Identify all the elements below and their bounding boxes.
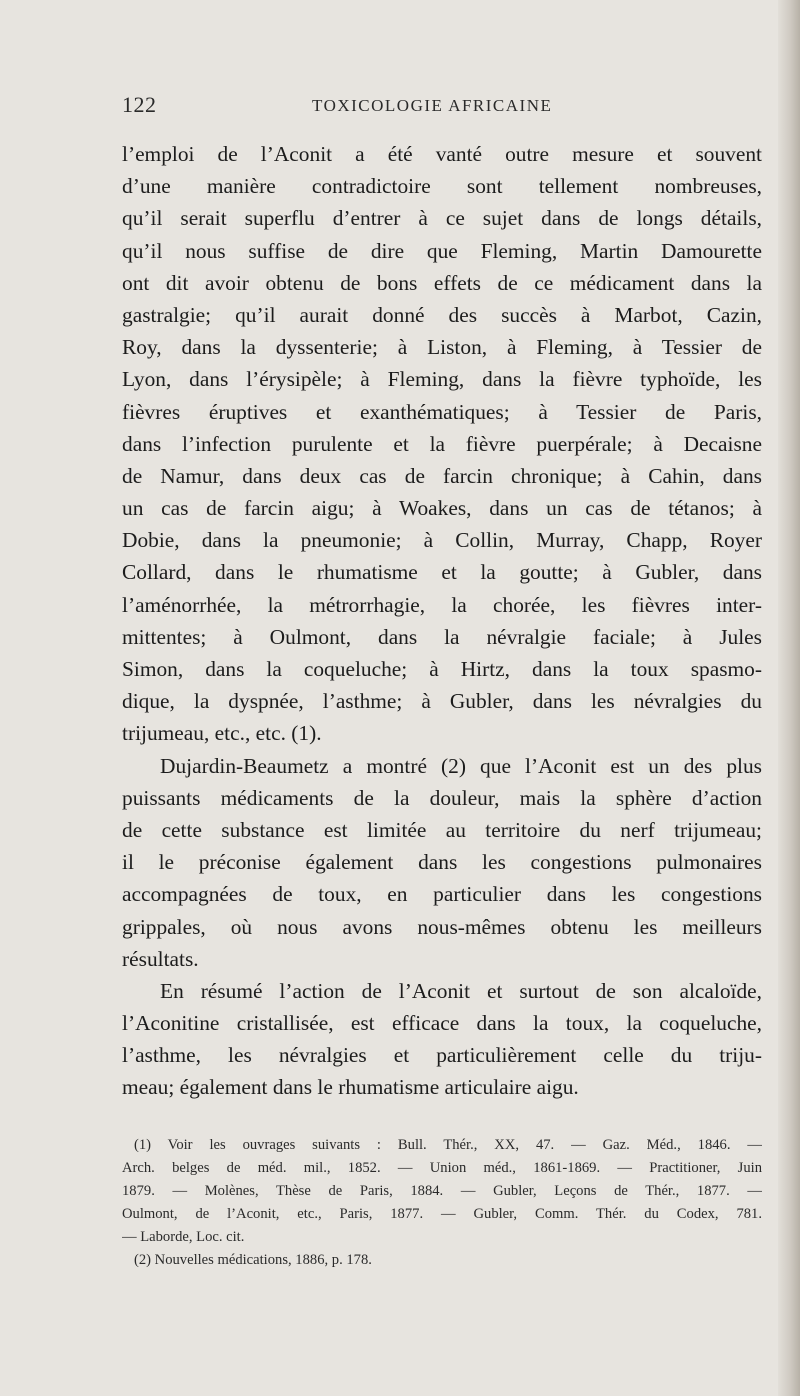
text-line: de Namur, dans deux cas de farcin chronique; à Cahin, dans: [122, 463, 762, 488]
text-line: mittentes; à Oulmont, dans la névralgie faciale; à Jules: [122, 624, 762, 649]
page-number: 122: [122, 92, 157, 117]
text-line: Dujardin-Beaumetz a montré (2) que l’Aconit est un des plus: [160, 753, 762, 778]
text-line: un cas de farcin aigu; à Woakes, dans un cas de tétanos; à: [122, 496, 762, 521]
text-line: fièvres éruptives et exanthématiques; à Tessier de Paris,: [122, 399, 762, 424]
text-line: qu’il nous suffise de dire que Fleming, Martin Damourette: [122, 238, 762, 263]
text-line: il le préconise également dans les congestions pulmonaires: [122, 850, 762, 875]
footnote-line: (2) Nouvelles médications, 1886, p. 178.: [134, 1252, 372, 1268]
text-line: Simon, dans la coqueluche; à Hirtz, dans la toux spasmo-: [122, 657, 762, 681]
text-line: meau; également dans le rhumatisme articulaire aigu.: [122, 1075, 579, 1100]
text-line: dans l’infection purulente et la fièvre puerpérale; à Decaisne: [122, 431, 762, 456]
running-title: TOXICOLOGIE AFRICAINE: [312, 96, 553, 115]
text-line: accompagnées de toux, en particulier dans les congestions: [122, 882, 762, 907]
text-line: l’emploi de l’Aconit a été vanté outre mesure et souvent: [122, 142, 762, 166]
body-text: [122, 138, 762, 1104]
footnote-line: (1) Voir les ouvrages suivants : Bull. Thér., XX, 47. — Gaz. Méd., 1846. —: [134, 1137, 762, 1153]
running-head: [122, 92, 762, 122]
text-line: ont dit avoir obtenu de bons effets de ce médicament dans la: [122, 270, 762, 295]
text-line: l’Aconitine cristallisée, est efficace dans la toux, la coqueluche,: [122, 1011, 762, 1036]
text-line: gastralgie; qu’il aurait donné des succès à Marbot, Cazin,: [122, 302, 762, 327]
footnote-line: 1879. — Molènes, Thèse de Paris, 1884. — Gubler, Leçons de Thér., 1877. —: [122, 1183, 762, 1199]
text-line: de cette substance est limitée au territoire du nerf trijumeau;: [122, 817, 762, 842]
text-line: Lyon, dans l’érysipèle; à Fleming, dans la fièvre typhoïde, les: [122, 367, 762, 392]
text-line: l’aménorrhée, la métrorrhagie, la chorée, les fièvres inter-: [122, 592, 762, 617]
text-line: En résumé l’action de l’Aconit et surtout de son alcaloïde,: [160, 978, 762, 1003]
footnote-line: Arch. belges de méd. mil., 1852. — Union méd., 1861-1869. — Practitioner, Juin: [122, 1160, 762, 1176]
text-line: d’une manière contradictoire sont tellement nombreuses,: [122, 174, 762, 199]
text-line: Dobie, dans la pneumonie; à Collin, Murray, Chapp, Royer: [122, 528, 762, 553]
text-line: résultats.: [122, 946, 199, 971]
text-line: puissants médicaments de la douleur, mais la sphère d’action: [122, 785, 762, 810]
text-line: Collard, dans le rhumatisme et la goutte; à Gubler, dans: [122, 560, 762, 585]
text-line: grippales, où nous avons nous-mêmes obtenu les meilleurs: [122, 914, 762, 939]
text-line: l’asthme, les névralgies et particulièrement celle du triju-: [122, 1043, 762, 1068]
text-line: trijumeau, etc., etc. (1).: [122, 721, 322, 746]
footnote-line: Oulmont, de l’Aconit, etc., Paris, 1877. — Gubler, Comm. Thér. du Codex, 781.: [122, 1206, 762, 1222]
text-line: qu’il serait superflu d’entrer à ce sujet dans de longs détails,: [122, 206, 762, 231]
text-line: dique, la dyspnée, l’asthme; à Gubler, dans les névralgies du: [122, 689, 762, 714]
footnote-line: — Laborde, Loc. cit.: [122, 1229, 245, 1245]
footnotes: [122, 1134, 762, 1272]
text-line: Roy, dans la dyssenterie; à Liston, à Fleming, à Tessier de: [122, 335, 762, 360]
